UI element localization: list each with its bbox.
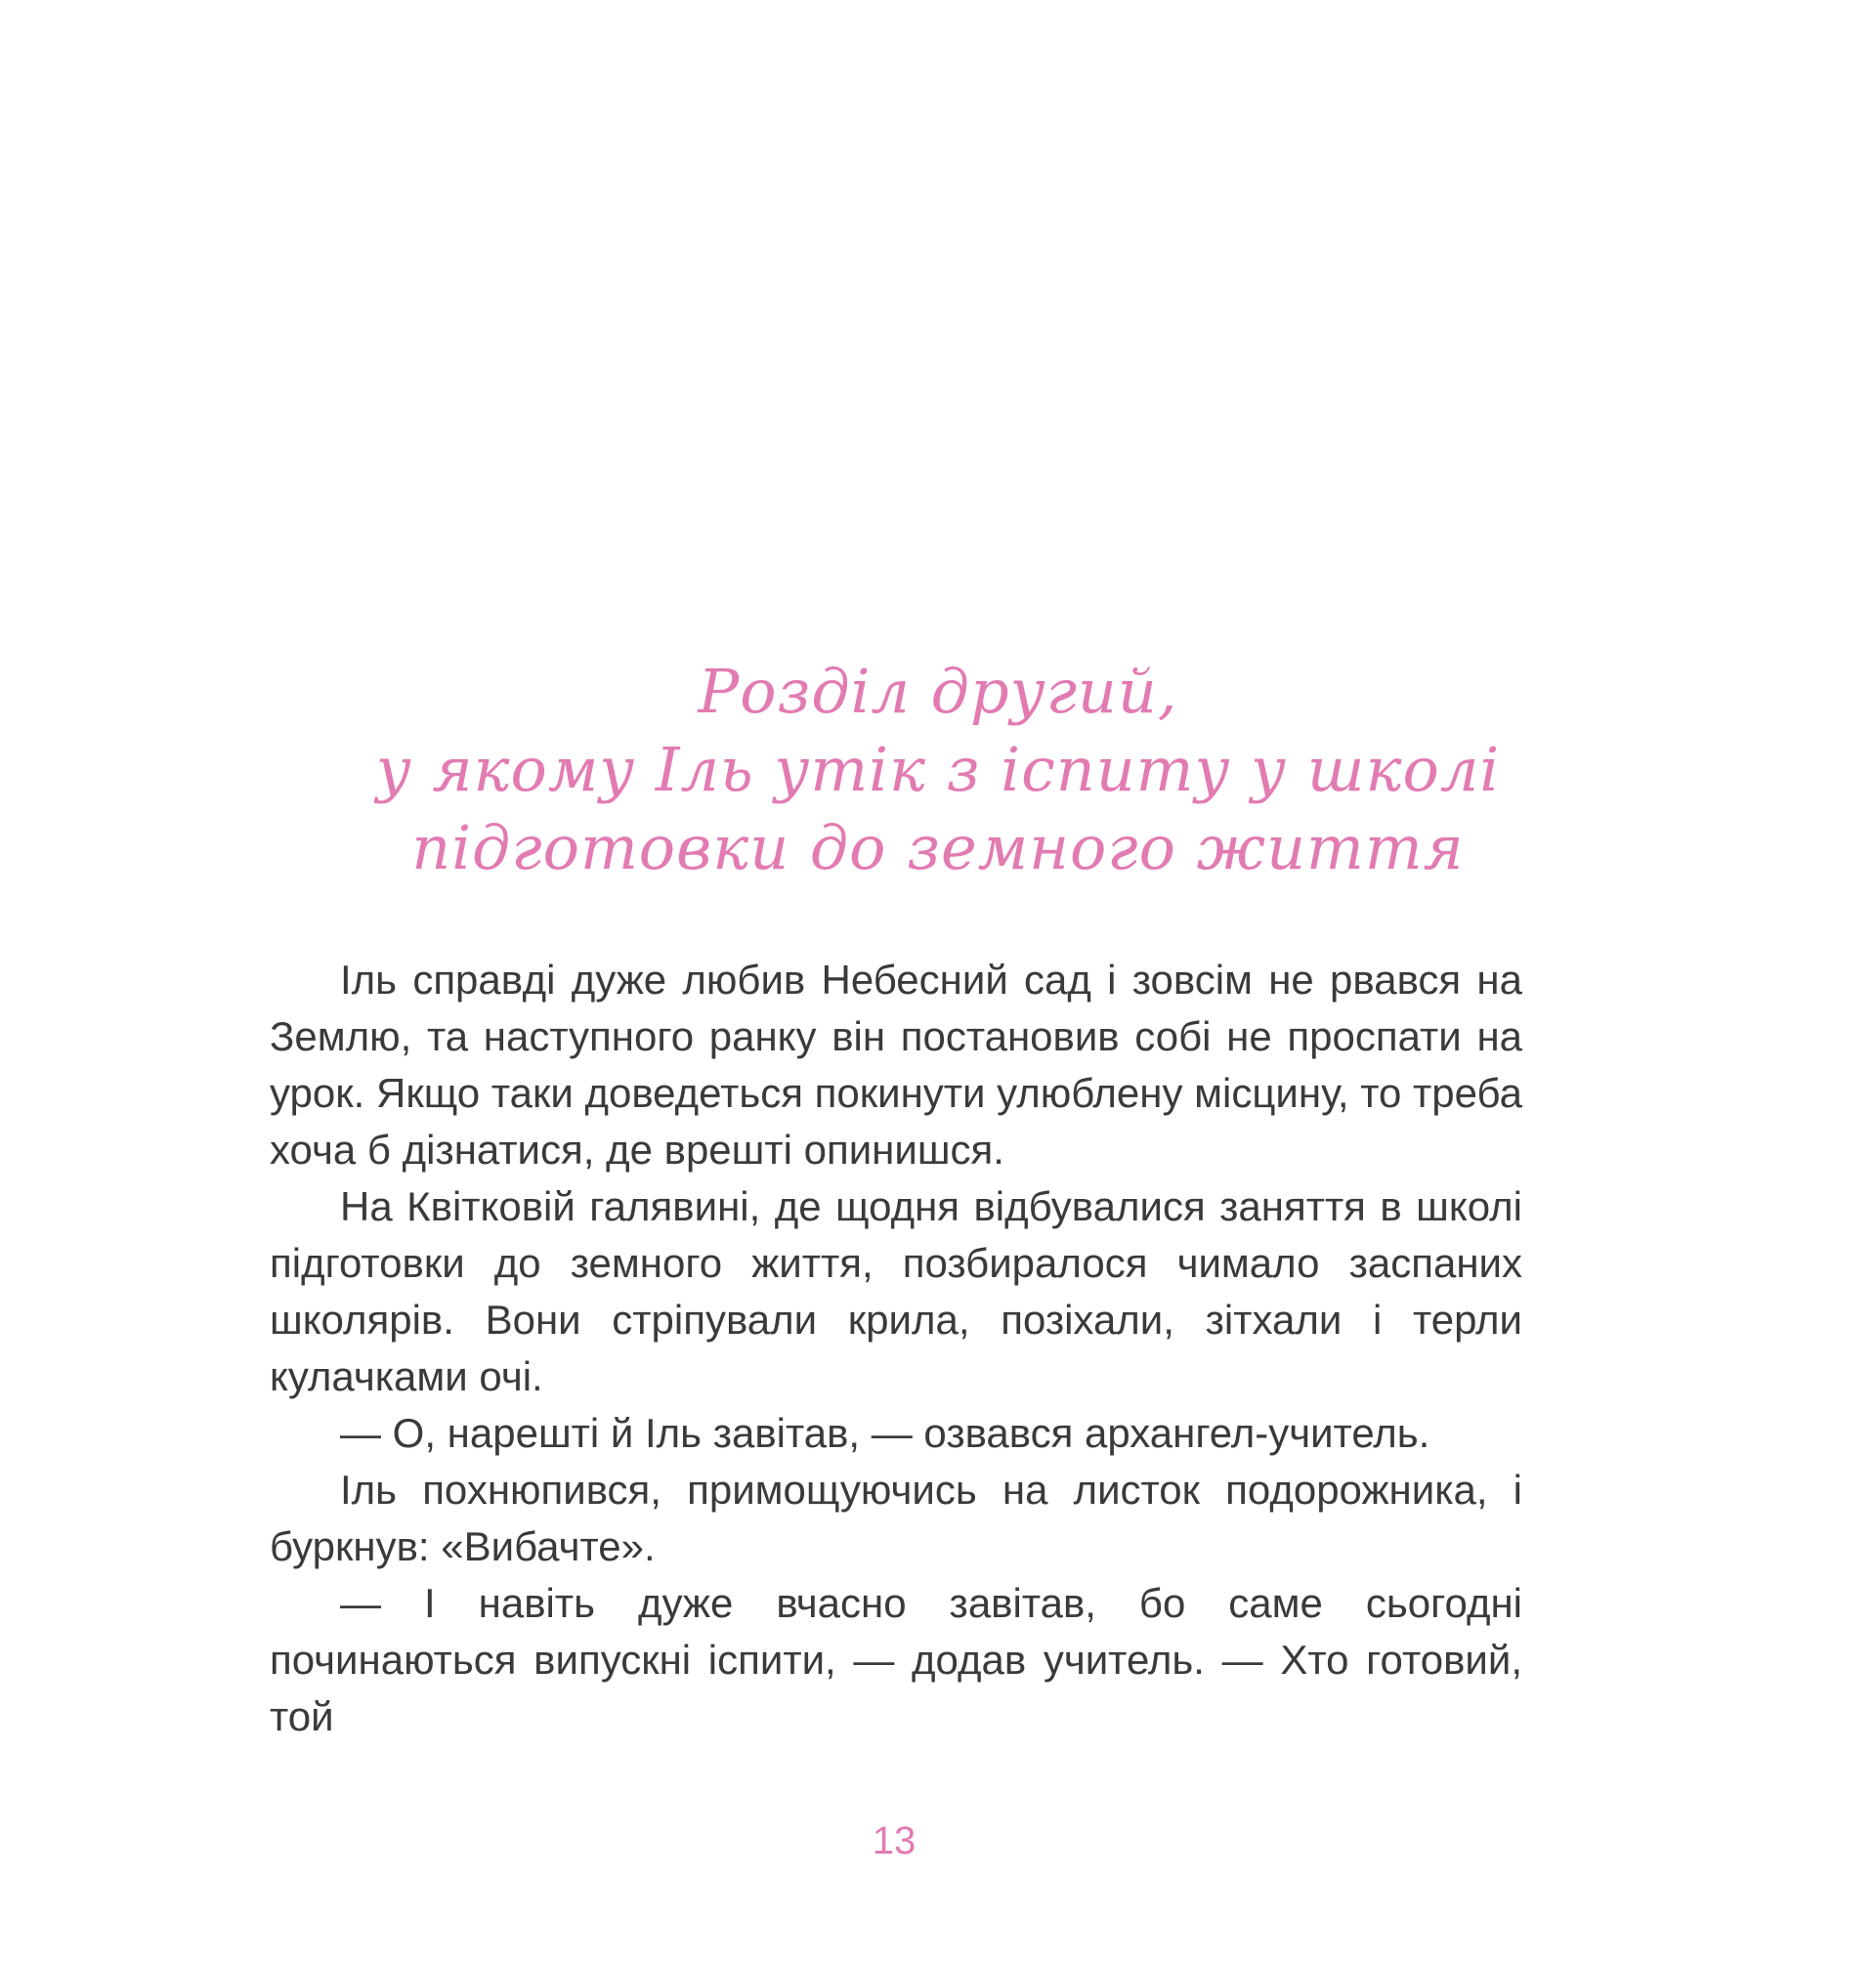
paragraph: Іль похнюпився, примощуючись на листок подорожника, і буркнув: «Вибачте». [270,1467,1522,1569]
chapter-title-line-2: у якому Іль утік з іспиту у школі [375,734,1501,805]
chapter-title-line-1: Розділ другий, [698,656,1178,727]
body-text [270,952,1522,1745]
page-number: 13 [872,1819,917,1862]
paragraph: На Квітковій галявині, де щодня відбувалися заняття в школі підготовки до земного життя, позбиралося чимало заспаних школярів. Вони стріпували крила, позіхали, зітхали і терли кулачками очі. [270,1183,1522,1399]
chapter-title [293,653,1583,887]
chapter-title-line-3: підготовки до земного життя [411,812,1465,883]
paragraph: Іль справді дуже любив Небесний сад і зовсім не рвався на Землю, та наступного ранку він постановив собі не проспати на урок. Якщо таки доведеться покинути улюблену місцину, то треба хоча б дізнатися, де врешті опинишся. [270,957,1522,1173]
paragraph: — І навіть дуже вчасно завітав, бо саме сьогодні починаються випускні іспити, — додав учитель. — Хто готовий, той [270,1580,1522,1739]
paragraph: — О, нарешті й Іль завітав, — озвався архангел-учитель. [340,1410,1430,1456]
